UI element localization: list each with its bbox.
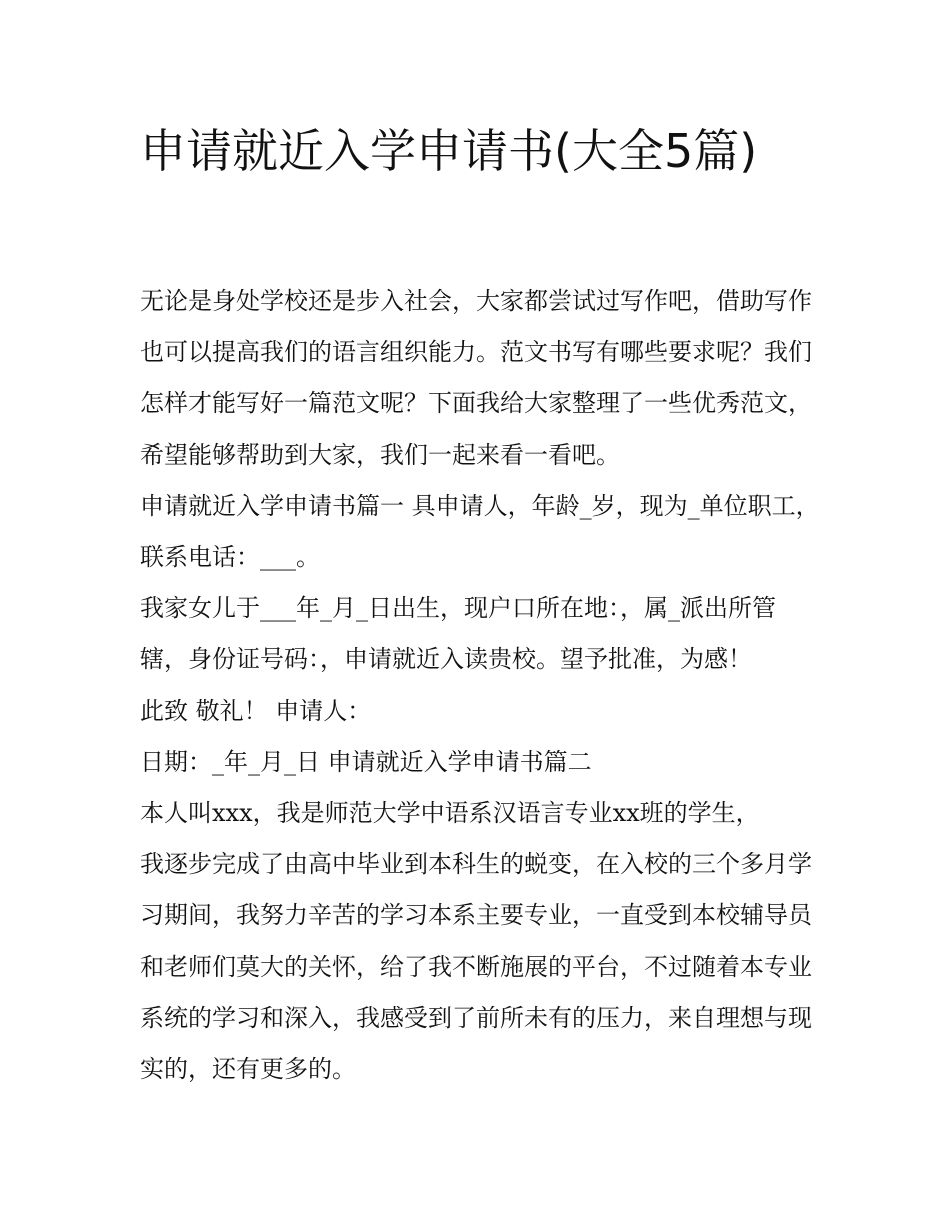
paragraph-date: 日期：_年_月_日 申请就近入学申请书篇二 (140, 747, 592, 776)
paragraph-closing: 此致 敬礼！ 申请人： (140, 696, 372, 725)
document-title: 申请就近入学申请书(大全5篇) (140, 124, 758, 178)
paragraph-study: 我逐步完成了由高中毕业到本科生的蜕变，在入校的三个多月学习期间，我努力辛苦的学习本系主要专业，一直受到本校辅导员和老师们莫大的关怀，给了我不断施展的平台，不过随着本专业系统的学习和深入，我感受到了前所未有的压力，来自理想与现实的，还有更多的。 (140, 850, 812, 1084)
paragraph-self-intro: 本人叫xxx，我是师范大学中语系汉语言专业xx班的学生， (140, 799, 760, 828)
document-body (140, 276, 820, 1095)
paragraph-household: 我家女儿于___年_月_日出生，现户口所在地：，属_派出所管辖，身份证号码：，申请就近入读贵校。望予批准，为感！ (140, 594, 776, 674)
paragraph-applicant: 申请就近入学申请书篇一 具申请人，年龄_岁，现为_单位职工，联系电话：___。 (140, 491, 820, 572)
paragraph-intro: 无论是身处学校还是步入社会，大家都尝试过写作吧，借助写作也可以提高我们的语言组织能力。范文书写有哪些要求呢？我们怎样才能写好一篇范文呢？下面我给大家整理了一些优秀范文，希望能够帮助到大家，我们一起来看一看吧。 (140, 287, 812, 469)
